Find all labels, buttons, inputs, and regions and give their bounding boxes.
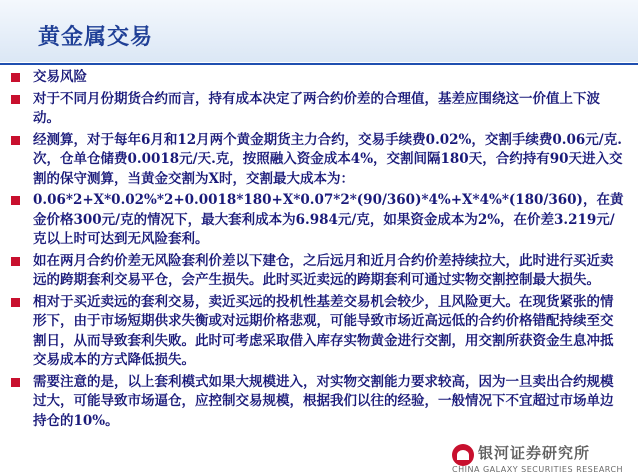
bullet-text: 经测算，对于每年6月和12月两个黄金期货主力合约，交易手续费0.02%，交割手续费0.06元/克.次，仓单仓储费0.0018元/天.克，按照融入资金成本4%，交割间隔180天，合约持有90天进入交割的保守测算，当黄金交割为X时，交割最大成本为： [33,131,623,187]
bullet-item-scale-warning [0,373,638,432]
bullet-text: 对于不同月份期货合约而言，持有成本决定了两合约价差的合理值，基差应围绕这一价值上下波动。 [33,90,600,126]
square-bullet-icon [11,95,20,104]
slide-title: 黄金属交易 [38,24,154,50]
bullet-list [0,68,638,431]
logo-en-text: CHINA GALAXY SECURITIES RESEARCH [452,465,624,474]
galaxy-logo-icon [452,444,474,466]
bullet-text: 0.06*2+X*0.02%*2+0.0018*180+X*0.07*2*(90/360)*4%+X*4%*(180/360)，在黄金价格300元/克的情况下，最大套利成本为6.984元/克，如果资金成本为2%，在价差3.219元/克以上时可达到无风险套利。 [33,192,624,247]
bullet-text: 需要注意的是，以上套利模式如果大规模进入，对实物交割能力要求较高，因为一旦卖出合约规模过大，可能导致市场逼仓，应控制交易规模，根据我们以往的经验，一般情况下不宜超过市场单边持仓的10%。 [33,373,614,429]
square-bullet-icon [11,298,20,307]
bullet-item-risk-heading [0,68,638,88]
logo-cn-text: 银河证券研究所 [478,444,591,462]
bullet-text: 交易风险 [33,69,87,85]
square-bullet-icon [11,73,20,82]
square-bullet-icon [11,196,20,205]
square-bullet-icon [11,136,20,145]
bullet-item-formula [0,191,638,250]
bullet-item-spread-widening [0,252,638,291]
bullet-text: 如在两月合约价差无风险套利价差以下建仓，之后远月和近月合约价差持续拉大，此时进行买近卖远的跨期套利交易平仓，会产生损失。此时买近卖远的跨期套利可通过实物交割控制最大损失。 [33,252,614,288]
square-bullet-icon [11,378,20,387]
watermark-logo [452,440,638,475]
bullet-item-speculative-basis [0,293,638,371]
bullet-text: 相对于买近卖远的套利交易，卖近买远的投机性基差交易机会较少，且风险更大。在现货紧张的情形下，由于市场短期供求失衡或对远期价格悲观，可能导致市场近高远低的合约价格错配持续至交割日，从而导致套利失败。此时可考虑采取借入库存实物黄金进行交割，用交割所获资金生息冲抵交易成本的方式降低损失。 [33,293,614,368]
square-bullet-icon [11,257,20,266]
bullet-item-holding-cost [0,90,638,129]
bullet-item-cost-estimate [0,131,638,190]
slide-header [0,0,638,62]
header-divider [0,63,638,65]
